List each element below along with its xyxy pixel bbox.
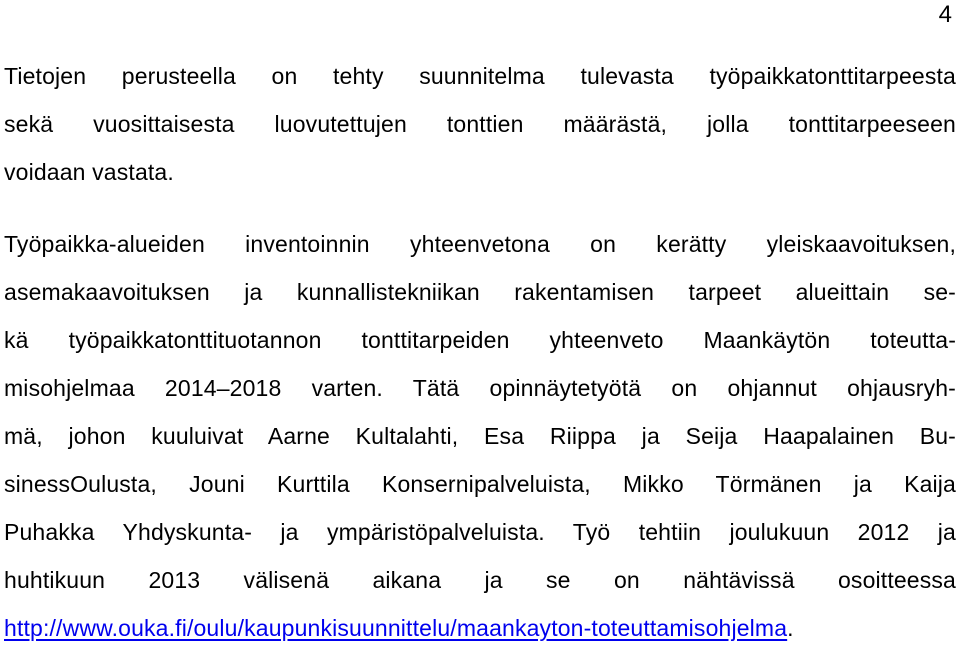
paragraph-2-line-5: mä, johon kuuluivat Aarne Kultalahti, Esa Riippa ja Seija Haapalainen Bu- [4, 423, 956, 449]
paragraph-2 [4, 220, 956, 652]
link-suffix: . [787, 615, 794, 641]
paragraph-2-line-9 [4, 604, 956, 652]
paragraph-1-line-2: sekä vuosittaisesta luovutettujen tonttien määrästä, jolla tonttitarpeeseen [4, 111, 956, 137]
paragraph-1 [4, 52, 956, 196]
paragraph-2-line-2: asemakaavoituksen ja kunnallistekniikan rakentamisen tarpeet alueittain se- [4, 279, 956, 305]
paragraph-2-line-7: Puhakka Yhdyskunta- ja ympäristöpalveluista. Työ tehtiin joulukuun 2012 ja [4, 519, 956, 545]
paragraph-2-line-1: Työpaikka-alueiden inventoinnin yhteenvetona on kerätty yleiskaavoituksen, [4, 231, 956, 257]
paragraph-1-line-3: voidaan vastata. [4, 159, 174, 185]
paragraph-2-line-4: misohjelmaa 2014–2018 varten. Tätä opinnäytetyötä on ohjannut ohjausryh- [4, 375, 956, 401]
paragraph-2-line-3: kä työpaikkatonttituotannon tonttitarpeiden yhteenveto Maankäytön toteutta- [4, 327, 956, 353]
paragraph-2-line-8: huhtikuun 2013 välisenä aikana ja se on nähtävissä osoitteessa [4, 567, 956, 593]
paragraph-2-line-6: sinessOulusta, Jouni Kurttila Konsernipalveluista, Mikko Törmänen ja Kaija [4, 471, 956, 497]
maankayton-toteuttamisohjelma-link[interactable]: http://www.ouka.fi/oulu/kaupunkisuunnittelu/maankayton-toteuttamisohjelma [4, 615, 788, 641]
paragraph-1-line-1: Tietojen perusteella on tehty suunnitelma tulevasta työpaikkatonttitarpeesta [4, 63, 956, 89]
page-number: 4 [938, 1, 952, 28]
